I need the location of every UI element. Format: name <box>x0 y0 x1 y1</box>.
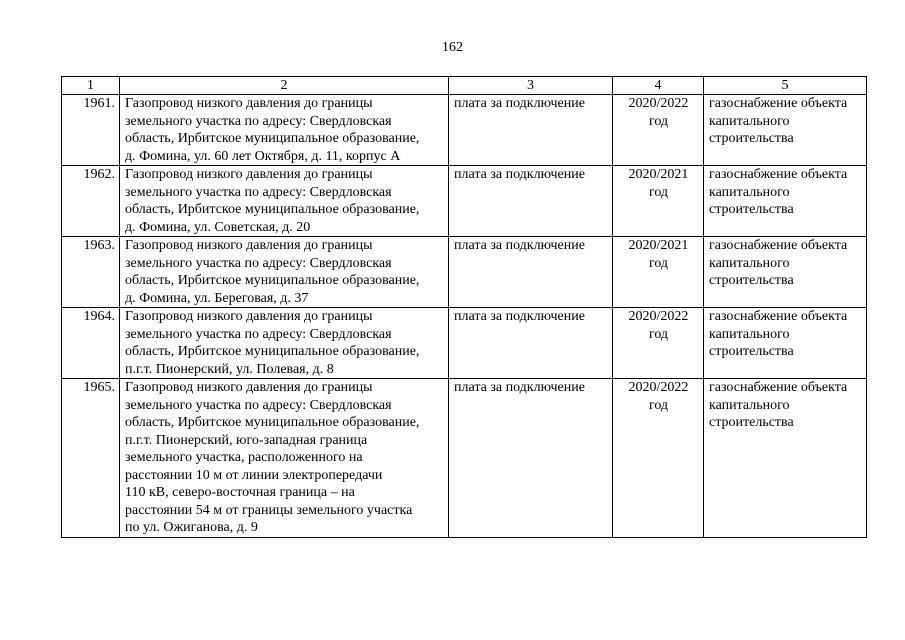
description-line: п.г.т. Пионерский, юго-западная граница <box>125 432 368 448</box>
period-line: 2020/2022 <box>628 380 689 395</box>
page-number: 162 <box>442 40 463 55</box>
description-line: расстоянии 10 м от линии электропередачи <box>125 467 383 483</box>
description-line: по ул. Ожиганова, д. 9 <box>125 520 258 535</box>
table-row <box>62 379 867 538</box>
payment-type: плата за подключение <box>449 166 613 237</box>
table-row <box>62 95 867 166</box>
purpose <box>704 166 867 237</box>
purpose-line: строительства <box>709 273 794 288</box>
purpose <box>704 379 867 538</box>
description-line: земельного участка по адресу: Свердловская <box>125 326 392 342</box>
purpose-line: строительства <box>709 131 794 146</box>
header-col-5: 5 <box>704 77 867 95</box>
payment-type: плата за подключение <box>449 237 613 308</box>
purpose <box>704 95 867 166</box>
purpose <box>704 308 867 379</box>
implementation-period <box>613 166 704 237</box>
payment-type: плата за подключение <box>449 95 613 166</box>
period-line: год <box>648 397 669 413</box>
purpose-line: строительства <box>709 202 794 217</box>
period-line: 2020/2022 <box>628 309 689 324</box>
purpose-line: газоснабжение объекта <box>709 238 848 253</box>
description-line: земельного участка по адресу: Свердловская <box>125 113 392 129</box>
description-line: п.г.т. Пионерский, ул. Полевая, д. 8 <box>125 361 334 377</box>
payment-type: плата за подключение <box>449 308 613 379</box>
description-line: Газопровод низкого давления до границы <box>125 96 373 111</box>
header-col-3: 3 <box>449 77 613 95</box>
description-line: Газопровод низкого давления до границы <box>125 380 373 395</box>
period-line: 2020/2022 <box>628 96 689 111</box>
header-row <box>62 77 867 95</box>
description-line: расстоянии 54 м от границы земельного участка <box>125 502 413 518</box>
object-description <box>120 166 449 237</box>
purpose <box>704 237 867 308</box>
header-col-2: 2 <box>120 77 449 95</box>
table-row <box>62 237 867 308</box>
description-line: д. Фомина, ул. Советская, д. 20 <box>125 219 311 235</box>
description-line: д. Фомина, ул. Береговая, д. 37 <box>125 290 309 306</box>
purpose-line: газоснабжение объекта <box>709 96 848 111</box>
description-line: земельного участка по адресу: Свердловская <box>125 184 392 200</box>
period-line: год <box>648 326 669 342</box>
table-row <box>62 166 867 237</box>
object-description <box>120 379 449 538</box>
object-description <box>120 308 449 379</box>
description-line: область, Ирбитское муниципальное образование, <box>125 273 420 288</box>
description-line: область, Ирбитское муниципальное образование, <box>125 415 420 430</box>
row-number: 1965. <box>62 379 120 538</box>
description-line: 110 кВ, северо-восточная граница – на <box>125 485 355 500</box>
purpose-line: капитального <box>709 255 790 271</box>
implementation-period <box>613 379 704 538</box>
description-line: Газопровод низкого давления до границы <box>125 309 373 324</box>
purpose-line: строительства <box>709 344 794 359</box>
description-line: Газопровод низкого давления до границы <box>125 238 373 253</box>
purpose-line: газоснабжение объекта <box>709 309 848 324</box>
description-line: земельного участка по адресу: Свердловская <box>125 397 392 413</box>
description-line: область, Ирбитское муниципальное образование, <box>125 131 420 146</box>
description-line: область, Ирбитское муниципальное образование, <box>125 344 420 359</box>
table-body <box>62 95 867 538</box>
registry-table <box>61 76 867 538</box>
purpose-line: газоснабжение объекта <box>709 380 848 395</box>
header-col-4: 4 <box>613 77 704 95</box>
purpose-line: капитального <box>709 184 790 200</box>
row-number: 1961. <box>62 95 120 166</box>
row-number: 1964. <box>62 308 120 379</box>
period-line: 2020/2021 <box>628 167 689 182</box>
description-line: Газопровод низкого давления до границы <box>125 167 373 182</box>
object-description <box>120 95 449 166</box>
description-line: д. Фомина, ул. 60 лет Октября, д. 11, корпус А <box>125 148 401 164</box>
table-row <box>62 308 867 379</box>
row-number: 1963. <box>62 237 120 308</box>
period-line: 2020/2021 <box>628 238 689 253</box>
payment-type: плата за подключение <box>449 379 613 538</box>
period-line: год <box>648 113 669 129</box>
purpose-line: капитального <box>709 397 790 413</box>
object-description <box>120 237 449 308</box>
description-line: область, Ирбитское муниципальное образование, <box>125 202 420 217</box>
header-col-1: 1 <box>62 77 120 95</box>
purpose-line: капитального <box>709 326 790 342</box>
purpose-line: капитального <box>709 113 790 129</box>
description-line: земельного участка, расположенного на <box>125 450 363 465</box>
row-number: 1962. <box>62 166 120 237</box>
description-line: земельного участка по адресу: Свердловская <box>125 255 392 271</box>
implementation-period <box>613 308 704 379</box>
implementation-period <box>613 237 704 308</box>
period-line: год <box>648 184 669 200</box>
period-line: год <box>648 255 669 271</box>
implementation-period <box>613 95 704 166</box>
purpose-line: газоснабжение объекта <box>709 167 848 182</box>
purpose-line: строительства <box>709 415 794 430</box>
